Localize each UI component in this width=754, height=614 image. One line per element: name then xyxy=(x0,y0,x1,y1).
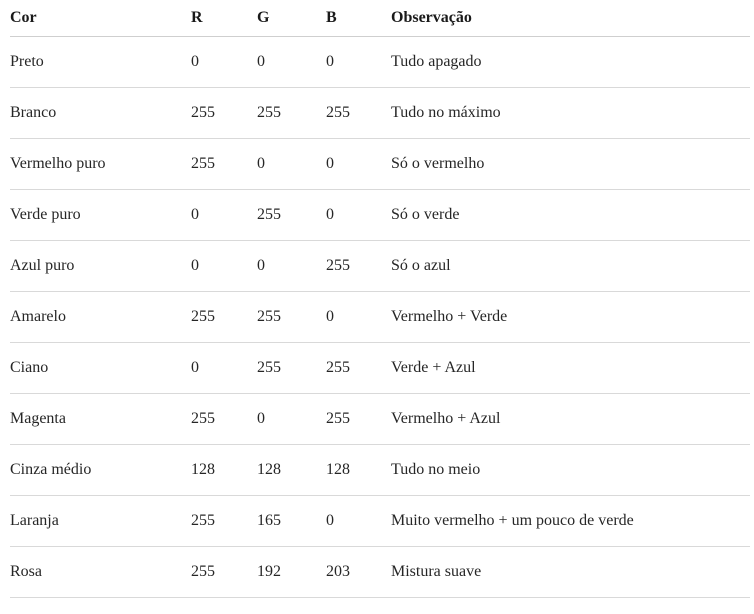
header-cor: Cor xyxy=(10,0,191,37)
cell-b: 203 xyxy=(326,547,391,598)
cell-cor: Azul puro xyxy=(10,241,191,292)
cell-r: 0 xyxy=(191,241,257,292)
cell-g: 255 xyxy=(257,88,326,139)
table-row xyxy=(10,88,750,139)
cell-r: 255 xyxy=(191,292,257,343)
header-observacao: Observação xyxy=(391,0,750,37)
cell-g: 255 xyxy=(257,343,326,394)
cell-b: 0 xyxy=(326,139,391,190)
cell-cor: Verde puro xyxy=(10,190,191,241)
table-row xyxy=(10,547,750,598)
cell-cor: Cinza médio xyxy=(10,445,191,496)
table-row xyxy=(10,445,750,496)
header-g: G xyxy=(257,0,326,37)
cell-g: 192 xyxy=(257,547,326,598)
table-row xyxy=(10,292,750,343)
header-b: B xyxy=(326,0,391,37)
cell-observacao: Vermelho + Verde xyxy=(391,292,750,343)
cell-b: 0 xyxy=(326,292,391,343)
cell-cor: Rosa xyxy=(10,547,191,598)
table-row xyxy=(10,241,750,292)
cell-observacao: Mistura suave xyxy=(391,547,750,598)
cell-b: 255 xyxy=(326,241,391,292)
cell-r: 255 xyxy=(191,547,257,598)
table-row xyxy=(10,190,750,241)
table-row xyxy=(10,139,750,190)
cell-cor: Amarelo xyxy=(10,292,191,343)
cell-r: 0 xyxy=(191,343,257,394)
cell-r: 0 xyxy=(191,190,257,241)
cell-g: 165 xyxy=(257,496,326,547)
cell-observacao: Muito vermelho + um pouco de verde xyxy=(391,496,750,547)
cell-observacao: Só o vermelho xyxy=(391,139,750,190)
cell-cor: Magenta xyxy=(10,394,191,445)
cell-r: 255 xyxy=(191,139,257,190)
cell-g: 0 xyxy=(257,139,326,190)
table-row xyxy=(10,343,750,394)
cell-r: 0 xyxy=(191,37,257,88)
cell-cor: Preto xyxy=(10,37,191,88)
cell-b: 0 xyxy=(326,190,391,241)
cell-observacao: Tudo apagado xyxy=(391,37,750,88)
cell-r: 128 xyxy=(191,445,257,496)
cell-cor: Branco xyxy=(10,88,191,139)
cell-observacao: Só o azul xyxy=(391,241,750,292)
cell-b: 0 xyxy=(326,496,391,547)
cell-b: 255 xyxy=(326,343,391,394)
cell-cor: Ciano xyxy=(10,343,191,394)
cell-b: 255 xyxy=(326,88,391,139)
cell-b: 255 xyxy=(326,394,391,445)
cell-g: 0 xyxy=(257,37,326,88)
cell-observacao: Tudo no máximo xyxy=(391,88,750,139)
table-row xyxy=(10,496,750,547)
cell-r: 255 xyxy=(191,88,257,139)
cell-cor: Vermelho puro xyxy=(10,139,191,190)
cell-observacao: Verde + Azul xyxy=(391,343,750,394)
cell-observacao: Vermelho + Azul xyxy=(391,394,750,445)
table-header xyxy=(10,0,750,37)
rgb-color-table xyxy=(10,0,750,598)
cell-r: 255 xyxy=(191,394,257,445)
cell-g: 0 xyxy=(257,241,326,292)
cell-b: 128 xyxy=(326,445,391,496)
cell-observacao: Só o verde xyxy=(391,190,750,241)
rgb-table-container xyxy=(10,0,750,598)
table-body xyxy=(10,37,750,598)
table-row xyxy=(10,394,750,445)
cell-observacao: Tudo no meio xyxy=(391,445,750,496)
cell-g: 128 xyxy=(257,445,326,496)
header-row xyxy=(10,0,750,37)
cell-cor: Laranja xyxy=(10,496,191,547)
header-r: R xyxy=(191,0,257,37)
cell-g: 255 xyxy=(257,190,326,241)
cell-b: 0 xyxy=(326,37,391,88)
cell-g: 255 xyxy=(257,292,326,343)
cell-r: 255 xyxy=(191,496,257,547)
table-row xyxy=(10,37,750,88)
cell-g: 0 xyxy=(257,394,326,445)
